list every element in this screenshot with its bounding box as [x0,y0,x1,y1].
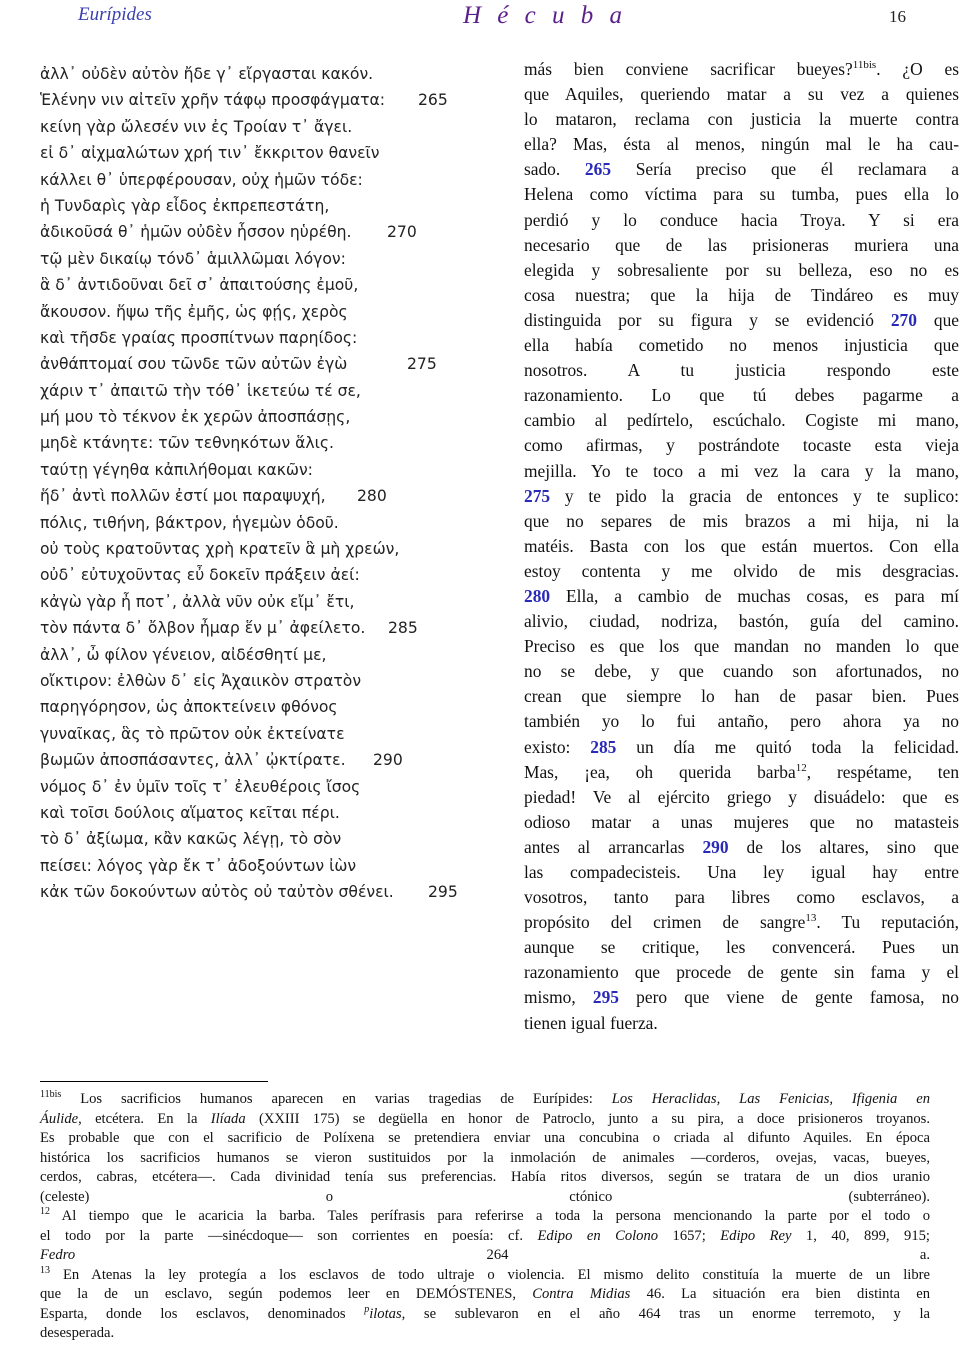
text-run: Edipo Rey [720,1227,792,1244]
text-run: Preciso es que los que mandan no manden lo que [524,636,959,657]
greek-text-column [40,61,480,906]
footnote-reference[interactable]: 12 [795,761,807,774]
text-run: , etcétera. En la [78,1110,211,1127]
translation-line [524,308,959,333]
text-run: un día me quitó toda la felicidad. [616,736,959,757]
greek-verse-line [40,167,480,193]
greek-verse-line [40,61,480,87]
text-run: desesperada. [40,1325,115,1341]
text-run: En Atenas la ley protegía a los esclavos de todo ultraje o violencia. El mismo delito constituía la muerte de un libre [50,1266,930,1283]
greek-verse-text: τὸν πάντα δ᾽ ὄλβον ἦμαρ ἕν μ᾽ ἀφείλετο. [40,619,366,638]
greek-verse-line [40,378,480,404]
greek-verse-text: ἀνθάπτομαί σου τῶνδε τῶν αὐτῶν ἐγὼ [40,355,348,374]
greek-verse-text: ἥδ᾽ ἀντὶ πολλῶν ἐστί μοι παραψυχή, [40,487,326,506]
greek-verse-text: ἀλλ᾽, ὦ φίλον γένειον, αἰδέσθητί με, [40,645,327,664]
text-run: existo: [524,736,591,757]
greek-verse-line [40,430,480,456]
greek-verse-line [40,615,480,641]
text-run: 1, 40, 899, 915; [791,1227,930,1244]
text-run: cerdos, cabras, etcétera—. Cada divinidad tenía sus preferencias. Había ritos diversos, según se tratara de un dios uranio [40,1169,930,1185]
translation-line [524,333,959,358]
greek-verse-line [40,562,480,588]
greek-verse-text: Ἑλένην νιν αἰτεῖν χρῆν τάφῳ προσφάγματα: [40,91,386,110]
translation-line [524,459,959,484]
verse-number: 280 [357,487,387,506]
text-run: . Tu reputación, [816,912,959,933]
text-run: ilotas [369,1305,402,1322]
greek-verse-text: πόλις, τιθήνη, βάκτρον, ἡγεμὼν ὁδοῦ. [40,513,339,532]
text-run: Es probable que con el sacrificio de Políxena se pretendiera enviar una concubina o criada al difunto Aquiles. En época [40,1130,930,1146]
greek-verse-text: οὐ τοὺς κρατοῦντας χρὴ κρατεῖν ἃ μὴ χρεών, [40,540,400,559]
translation-line [524,233,959,258]
greek-verse-text: καὶ τοῖσι δούλοις αἵματος κεῖται πέρι. [40,803,340,822]
text-run: matéis. Basta con los que están muertos. Con ella [524,535,959,556]
greek-verse-text: οὐδ᾽ εὐτυχοῦντας εὖ δοκεῖν πράξειν ἀεί: [40,566,360,585]
footnote-line [40,1305,930,1325]
verse-number-marker: 275 [524,485,551,506]
translation-line [524,358,959,383]
text-run: Fedro [40,1247,76,1263]
text-run: necesario que de las prisioneras muriera una [524,234,959,255]
text-run: propósito del crimen de sangre [524,912,806,933]
translation-line [524,735,959,760]
translation-line [524,760,959,785]
verse-number-marker: 290 [702,836,729,857]
text-run: alivio, ciudad, nodriza, bastón, guía del camino. [524,611,959,632]
text-run: las compadecisteis. Una ley igual hay entre [524,862,959,882]
translation-line [524,634,959,659]
greek-verse-line [40,351,480,377]
text-run: , respétame, ten [806,761,960,782]
text-run: , se sublevaron en el año 464 tras un enorme terremoto, y la [401,1305,930,1322]
text-run: pero que viene de gente famosa, no [618,987,959,1008]
greek-verse-line [40,853,480,879]
greek-verse-line [40,87,480,113]
verse-number-marker: 280 [524,585,551,606]
text-run: el todo por la parte —sinécdoque— son corrientes en poesía: cf. [40,1227,538,1244]
text-run: Edipo en Colono [537,1227,659,1244]
text-run: Ella, a cambio de muchas cosas, es para mí [550,585,959,606]
text-run: Al tiempo que le acaricia la barba. Tales perífrasis para referirse a toda la persona mencionando la parte por el todo o [50,1208,930,1224]
greek-verse-text: ἃ δ᾽ ἀντιδοῦναι δεῖ σ᾽ ἀπαιτούσης ἐμοῦ, [40,276,359,295]
footnote-line [40,1149,930,1169]
text-run: también yo lo fui antaño, pero ahora ya no [524,711,959,732]
verse-number-marker: 265 [584,159,612,180]
verse-number: 265 [418,91,448,110]
text-run: ella había cometido no menos injusticia que [524,335,959,356]
greek-verse-text: χάριν τ᾽ ἀπαιτῶ τὴν τόθ᾽ ἱκετεύω τέ σε, [40,381,361,400]
text-run: mejilla. Yo te toco a mi vez la cara y la mano, [524,460,959,481]
greek-verse-text: τῷ μὲν δικαίῳ τόνδ᾽ ἁμιλλῶμαι λόγον: [40,249,346,268]
text-run: cosa nuestra; que la hija de Tindáreo es muy [524,284,959,305]
translation-line [524,484,959,509]
text-run: (celeste) o ctónico (subterráneo). [40,1188,930,1205]
greek-verse-line [40,747,480,773]
text-run: histórica los sacrificios humanos se vieron sustituidos por la inmolación de animales —corderos, ovejas, vacas, bueyes, [40,1149,930,1166]
text-run: aunque se critique, les convencerá. Pues un [524,937,959,958]
translation-line [524,885,959,910]
footnote-line [40,1266,930,1286]
text-run: crean que siempre lo han de pasar bien. Pues [524,686,959,707]
text-run: . ¿O es [876,59,959,79]
translation-line [524,57,959,82]
text-run: que la de un esclavo, según podemos leer en DEMÓSTENES, [40,1286,533,1302]
translation-line [524,684,959,709]
translation-line [524,860,959,885]
text-run: perdió y lo conduce hacia Troya. Y si era [524,209,959,230]
text-run: cambio al pedírtelo, escúchalo. Cogiste mi mano, [524,410,959,431]
text-run: de los altares, sino que [728,836,959,857]
text-run: piedad! Ve al ejército griego y disuádelo: que es [524,786,959,807]
greek-verse-line [40,272,480,298]
translation-line [524,283,959,308]
verse-number-marker: 285 [590,736,617,757]
text-run: que no separes de mis brazos a mi hija, ni la [524,510,959,531]
greek-verse-line [40,299,480,325]
verse-number-marker: 270 [890,309,917,330]
translation-line [524,709,959,734]
text-run: razonamiento que procede de gente sin fama y el [524,962,959,983]
footnote-line [40,1110,930,1130]
greek-verse-line [40,536,480,562]
text-run: ella? Mas, ésta al menos, ningún mal le ha cau- [524,134,959,155]
text-run: Los sacrificios humanos aparecen en varias tragedias de Eurípides: [61,1091,612,1107]
translation-line [524,785,959,810]
footnote-line [40,1168,930,1188]
translation-line [524,935,959,960]
footnote-reference[interactable]: 13 [805,912,817,925]
translation-line [524,208,959,233]
greek-verse-text: πείσει: λόγος γὰρ ἔκ τ᾽ ἀδοξούντων ἰὼν [40,856,357,875]
greek-verse-line [40,668,480,694]
text-run: lo mataron, reclama con justicia la muerte contra [524,109,959,130]
text-run: (XXIII 175) se degüella en honor de Patroclo, junto a su pira, a doce prisioneros troyanos. [245,1110,930,1127]
greek-verse-line [40,642,480,668]
footnote-reference[interactable]: p [364,1303,370,1315]
greek-verse-text: νόμος δ᾽ ἐν ὑμῖν τοῖς τ᾽ ἐλευθέροις ἴσος [40,777,361,796]
text-run: tienen igual fuerza. [524,1012,658,1033]
text-run: estoy contenta y me olvido de mis desgracias. [524,560,959,581]
text-run: Contra Midias [532,1286,631,1302]
greek-verse-line [40,404,480,430]
text-run: y te pido la gracia de entonces y te suplico: [550,485,959,506]
verse-number: 290 [373,751,403,770]
verse-number-marker: 295 [592,987,619,1008]
greek-verse-text: μή μου τὸ τέκνον ἐκ χερῶν ἀποσπάσῃς, [40,408,351,427]
footnote-line [40,1227,930,1247]
translation-line [524,1011,959,1036]
verse-number: 295 [428,883,458,902]
text-run: Sería preciso que él reclamara a [611,159,960,180]
greek-verse-text: ἡ Τυνδαρὶς γὰρ εἶδος ἐκπρεπεστάτη, [40,196,330,215]
translation-line [524,960,959,985]
text-run: Los Heraclidas, Las Fenicias, Ifigenia en [611,1091,930,1107]
greek-verse-line [40,114,480,140]
text-run: mismo, [524,987,593,1008]
translation-line [524,383,959,408]
translation-line [524,258,959,283]
footnote-reference[interactable]: 11bis [852,59,877,71]
text-run: que Aquiles, queriendo matar a su vez a quienes [524,84,959,105]
translation-line [524,107,959,132]
greek-verse-line [40,140,480,166]
text-run: 264 a. [75,1247,930,1263]
greek-verse-line [40,774,480,800]
translation-line [524,408,959,433]
translation-line [524,157,959,182]
translation-line [524,810,959,835]
translation-line [524,509,959,534]
greek-verse-line [40,694,480,720]
translation-line [524,534,959,559]
greek-verse-text: τὸ δ᾽ ἀξίωμα, κἂν κακῶς λέγῃ, τὸ σὸν [40,830,342,849]
running-header-title: H é c u b a [463,2,627,29]
translation-line [524,82,959,107]
text-run: elegida y sobresaliente por su belleza, eso no es [524,259,959,280]
verse-number: 270 [387,223,417,242]
footnote-line [40,1188,930,1208]
text-run: nosotros. A tu justicia respondo este [524,360,959,381]
footnote-separator [40,1081,268,1082]
translation-line [524,835,959,860]
greek-verse-line [40,879,480,905]
translation-line [524,584,959,609]
page-number: 16 [889,7,906,26]
greek-verse-text: ἀλλ᾽ οὐδὲν αὐτὸν ἤδε γ᾽ εἴργασται κακόν. [40,65,374,83]
greek-verse-text: ταύτῃ γέγηθα κἀπιλήθομαι κακῶν: [40,460,313,479]
text-run: más bien conviene sacrificar bueyes? [524,59,853,79]
greek-verse-text: παρηγόρησον, ὡς ἀποκτείνειν φθόνος [40,698,338,717]
greek-verse-line [40,721,480,747]
translation-line [524,132,959,157]
text-run: antes al arrancarlas [524,836,703,857]
text-run: 1657; [658,1227,721,1244]
translation-line [524,659,959,684]
verse-number: 285 [388,619,418,638]
greek-verse-line [40,800,480,826]
text-run: que [916,309,959,330]
text-run: Helena como víctima para su tumba, pues ella lo [524,184,959,205]
verse-number: 275 [407,355,437,374]
footnote-line [40,1207,930,1227]
text-run: Mas, ¡ea, oh querida barba [524,761,796,782]
greek-verse-line [40,826,480,852]
text-run: vosotros, tanto para libres como esclavos, a [524,887,959,908]
footnote-reference[interactable]: 13 [40,1264,50,1276]
greek-verse-text: γυναῖκας, ἃς τὸ πρῶτον οὐκ ἐκτείνατε [40,724,345,743]
greek-verse-text: ἀδικοῦσά θ᾽ ἡμῶν οὐδὲν ἧσσον ηὑρέθη. [40,223,352,242]
footnote-line [40,1129,930,1149]
greek-verse-text: εἰ δ᾽ αἰχμαλώτων χρή τιν᾽ ἔκκριτον θανεῖν [40,144,380,163]
text-run: Ilíada [210,1110,246,1127]
greek-verse-text: ἄκουσον. ἥψω τῆς ἐμῆς, ὡς φῄς, χερὸς [40,302,348,321]
text-run: odioso matar a unas mujeres que no matasteis [524,811,959,832]
greek-verse-line [40,325,480,351]
footnote-line [40,1090,930,1110]
footnote-reference[interactable]: 12 [40,1206,50,1217]
greek-verse-line [40,457,480,483]
translation-line [524,910,959,935]
greek-verse-text: κἀγὼ γὰρ ἦ ποτ᾽, ἀλλὰ νῦν οὐκ εἴμ᾽ ἔτι, [40,592,355,611]
spanish-translation-column [524,57,959,1036]
text-run: como afirmas, y postrándote tocaste esta vieja [524,435,959,456]
greek-verse-line [40,193,480,219]
greek-verse-line [40,510,480,536]
greek-verse-text: κἀκ τῶν δοκούντων αὐτὸς οὐ ταὐτὸν σθένει. [40,883,394,902]
greek-verse-line [40,246,480,272]
greek-verse-text: μηδὲ κτάνητε: τῶν τεθνηκότων ἅλις. [40,434,335,453]
footnote-line [40,1324,930,1344]
translation-line [524,433,959,458]
text-run: Áulide [40,1110,79,1127]
translation-line [524,559,959,584]
footnote-line [40,1285,930,1305]
text-run: no se debe, y que cuando son afortunados, no [524,661,959,682]
footnote-line [40,1246,930,1266]
text-run: Esparta, donde los esclavos, denominados [40,1305,365,1322]
footnote-reference[interactable]: 11bis [40,1089,62,1100]
greek-verse-line [40,589,480,615]
text-run: razonamiento. Lo que tú debes pagarme a [524,385,959,406]
running-header-author: Eurípides [78,4,152,25]
translation-line [524,609,959,634]
translation-line [524,182,959,207]
greek-verse-text: βωμῶν ἀποσπάσαντες, ἀλλ᾽ ᾠκτίρατε. [40,751,346,770]
greek-verse-text: οἴκτιρον: ἐλθὼν δ᾽ εἰς Ἀχαιικὸν στρατὸν [40,671,362,690]
greek-verse-text: κάλλει θ᾽ ὑπερφέρουσαν, οὐχ ἡμῶν τόδε: [40,170,363,189]
greek-verse-text: κείνη γὰρ ὤλεσέν νιν ἐς Τροίαν τ᾽ ἄγει. [40,117,353,136]
greek-verse-text: καὶ τῆσδε γραίας προσπίτνων παρηίδος: [40,328,358,347]
text-run: distinguida por su figura y se evidenció [524,309,891,330]
text-run: 46. La situación era bien distinta en [630,1286,931,1302]
text-run: sado. [524,159,585,180]
translation-line [524,985,959,1010]
greek-verse-line [40,219,480,245]
footnotes [40,1090,930,1344]
greek-verse-line [40,483,480,509]
